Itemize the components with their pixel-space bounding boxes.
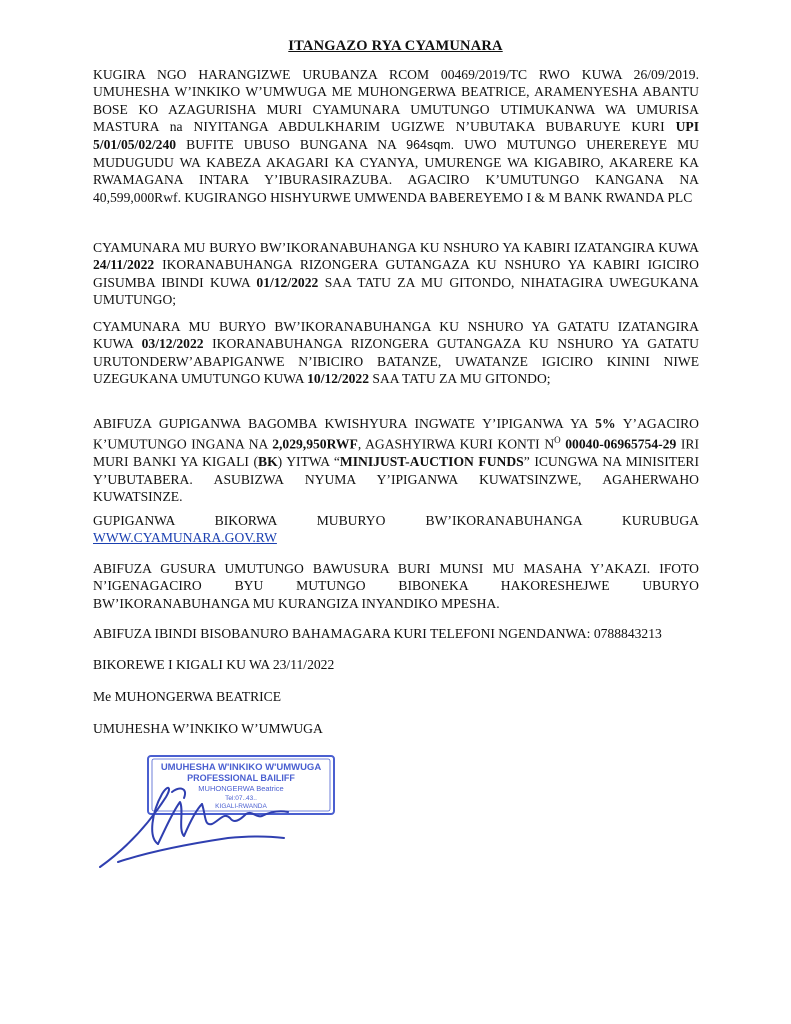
bailiff-name: Me MUHONGERWA BEATRICE <box>93 689 282 704</box>
signature <box>100 788 288 867</box>
p4-text-m: ” ICUNGWA NA MINISITERI Y’UBUTABERA. ASUBIZWA NYUMA Y’IPIGANWA KUWATSINZWE, AGAHERWAHO KUWATSINZE. <box>93 454 700 505</box>
website-link[interactable]: WWW.CYAMUNARA.GOV.RW <box>93 530 277 546</box>
upi-number: UPI 5/01/05/02/240 <box>93 119 699 152</box>
p3-text-a: CYAMUNARA MU BURYO BW’IKORANABUHANGA KU NSHURO YA GATATU IZATANGIRA KUWA <box>93 319 699 352</box>
p2-text-c: IKORANABUHANGA RIZONGERA GUTANGAZA KU NSHURO YA KABIRI IGICIRO GISUMBA IBINDI KUWA <box>93 257 699 290</box>
account-name: MINIJUST-AUCTION FUNDS <box>339 454 524 470</box>
p4-text-k: ) YITWA “ <box>277 454 340 470</box>
phone-contact-line: ABIFUZA IBINDI BISOBANURO BAHAMAGARA KURI TELEFONI NGENDANWA: 0788843213 <box>93 626 662 641</box>
paragraph-deposit <box>93 415 699 506</box>
stamp-line-4: Tel:07..43.. <box>225 795 257 802</box>
deposit-percentage: 5% <box>595 416 616 431</box>
official-stamp <box>148 756 334 814</box>
p2-text-a: CYAMUNARA MU BURYO BW’IKORANABUHANGA KU NSHURO YA KABIRI IZATANGIRA KUWA <box>93 240 699 255</box>
third-auction-result-date: 10/12/2022 <box>307 371 370 387</box>
stamp-line-1: UMUHESHA W'INKIKO W'UMWUGA <box>160 762 322 773</box>
p1-text-c: BUFITE UBUSO BUNGANA NA <box>176 136 407 152</box>
deposit-amount: 2,029,950RWF <box>272 436 358 452</box>
notice-title: ITANGAZO RYA CYAMUNARA <box>288 38 503 54</box>
p4-text-e: , AGASHYIRWA KURI KONTI N <box>357 436 555 452</box>
second-auction-start-date: 24/11/2022 <box>93 257 155 273</box>
p4-text-c: Y’AGACIRO K’UMUTUNGO INGANA NA <box>93 416 700 452</box>
paragraph-visit: ABIFUZA GUSURA UMUTUNGO BAWUSURA BURI MUNSI MU MASAHA Y’AKAZI. IFOTO N’IGENAGACIRO BYU MUTUNGO BIBONEKA HAKORESHEJWE UBURYO BW’IKORANABUHANGA MU KURANGIZA INYANDIKO MPESHA. <box>93 561 699 611</box>
stamp-line-5: KIGALI-RWANDA <box>215 803 267 810</box>
second-auction-result-date: 01/12/2022 <box>256 274 319 290</box>
account-number: 00040-06965754-29 <box>565 436 677 452</box>
p3-text-e: SAA TATU ZA MU GITONDO; <box>369 371 551 387</box>
third-auction-start-date: 03/12/2022 <box>141 336 204 352</box>
paragraph-second-auction <box>93 239 699 309</box>
bank-code: BK <box>258 454 278 470</box>
paragraph-case <box>93 66 699 206</box>
stamp-line-2: PROFESSIONAL BAILIFF <box>187 773 295 783</box>
number-superscript: O <box>554 435 561 446</box>
p4-text-i: IRI MURI BANKI YA KIGALI ( <box>93 436 699 470</box>
p2-text-e: SAA TATU ZA MU GITONDO, NIHATAGIRA UWEGUKANA UMUTUNGO; <box>93 274 699 308</box>
stamp-and-signature <box>88 752 338 874</box>
plot-area: 964sqm. <box>406 137 455 152</box>
p1-text-a: KUGIRA NGO HARANGIZWE URUBANZA RCOM 00469/2019/TC RWO KUWA 26/09/2019. UMUHESHA W’INKIKO W’UMWUGA ME MUHONGERWA BEATRICE, ARAMENYESHA ABANTU BOSE KO AZAGURISHA MURI CYAMUNARA UMUTUNGO UTIMUKANWA WA UMURISA MASTURA na NIYITANGA ABDULKHARIM UGIZWE N’UBUTAKA BUBARUYE KURI <box>93 67 699 135</box>
paragraph-third-auction <box>93 318 699 388</box>
bailiff-title: UMUHESHA W’INKIKO W’UMWUGA <box>93 721 323 736</box>
p1-text-e: UWO MUTUNGO UHEREREYE MU MUDUGUDU WA KABEZA AKAGARI KA CYANYA, UMURENGE WA KIGABIRO, AKARERE KA RWAMAGANA INTARA Y’IBURASIRAZUBA. AGACIRO K’UMUTUNGO KANGANA NA 40,599,000Rwf. KUGIRANGO HISHYURWE UMWENDA BABEREYEMO I & M BANK RWANDA PLC <box>93 136 699 205</box>
date-line: BIKOREWE I KIGALI KU WA 23/11/2022 <box>93 657 335 672</box>
p4-text-a: ABIFUZA GUPIGANWA BAGOMBA KWISHYURA INGWATE Y’IPIGANWA YA <box>93 416 596 431</box>
stamp-line-3: MUHONGERWA Beatrice <box>198 784 284 793</box>
p3-text-c: IKORANABUHANGA RIZONGERA GUTANGAZA KU NSHURO YA GATATU URUTONDERW’ABAPIGANWE N’IBICIRO BATANZE, UWATANZE IGICIRO KININI NIWE UZEGUKANA UMUTUNGO KUWA <box>93 336 699 387</box>
p5-text-a: GUPIGANWA BIKORWA MUBURYO BW’IKORANABUHANGA KURUBUGA <box>93 513 699 528</box>
paragraph-website <box>93 512 699 547</box>
